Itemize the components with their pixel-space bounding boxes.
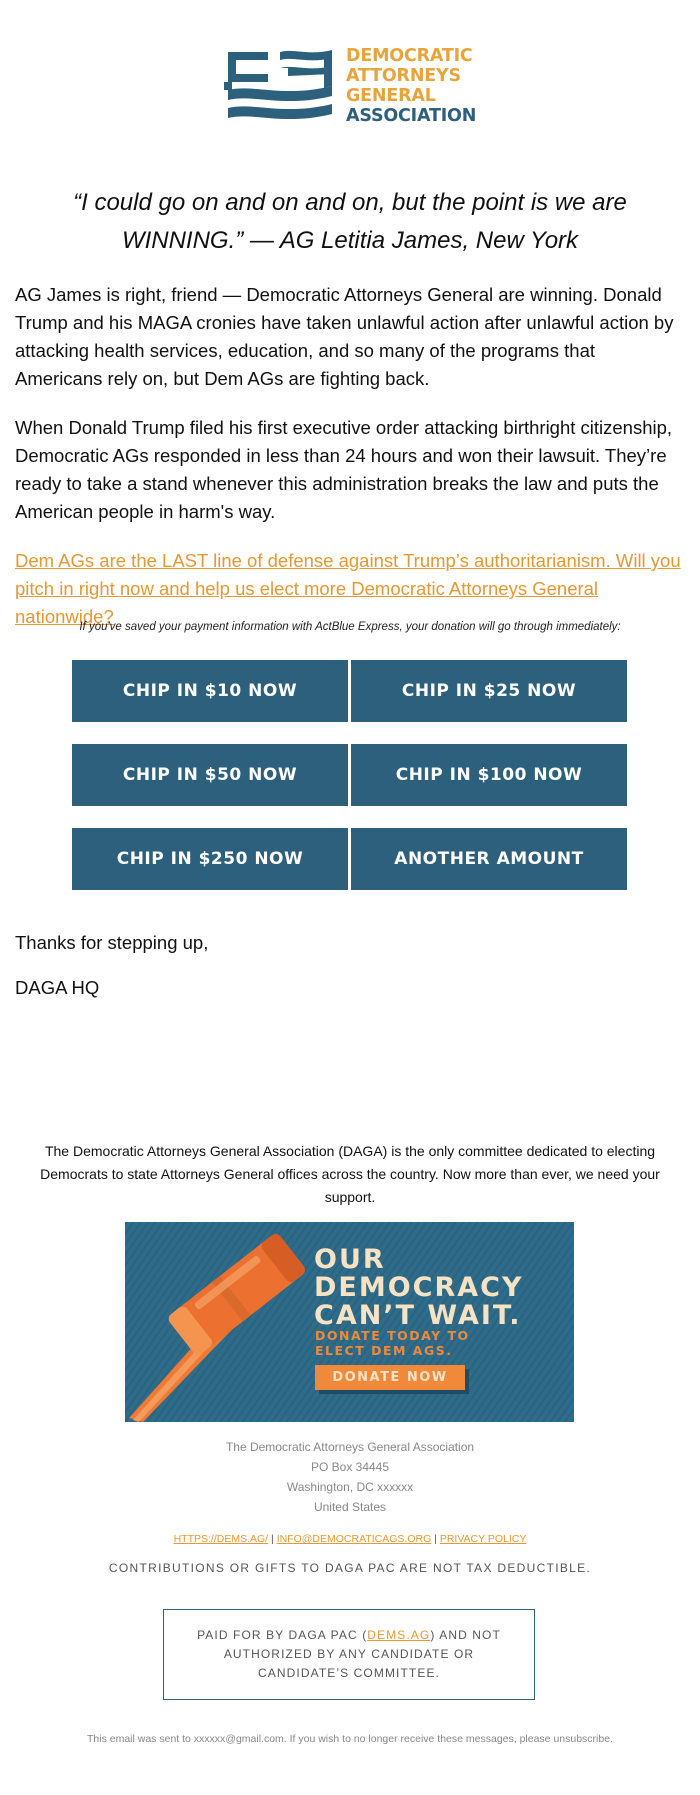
dems-ag-link[interactable]: DEMS.AG [367, 1628, 431, 1642]
address-line: United States [313, 1500, 387, 1514]
paid-for-text: ) AND NOT AUTHORIZED BY ANY CANDIDATE OR CANDIDATE’S COMMITTEE. [223, 1628, 501, 1680]
banner-subheadline [315, 1328, 470, 1358]
actblue-express-note: If you've saved your payment information with ActBlue Express, your donation will go through immediately: [79, 621, 621, 633]
chip-in-50-button[interactable]: CHIP IN $50 NOW [72, 744, 348, 806]
donate-appeal-link[interactable]: Dem AGs are the LAST line of defense against Trump’s authoritarianism. Will you pitch in right now and help us elect more Democratic Attorneys General nationwide? [15, 550, 681, 627]
logo-line: DEMOCRATIC [346, 46, 473, 66]
website-link[interactable]: HTTPS://DEMS.AG/ [173, 1533, 269, 1545]
banner-sub-line: ELECT DEM AGS. [315, 1343, 453, 1358]
logo-line: ATTORNEYS [346, 66, 461, 86]
privacy-policy-link[interactable]: PRIVACY POLICY [439, 1533, 527, 1545]
banner-sub-line: DONATE TODAY TO [315, 1328, 470, 1343]
banner-headline [314, 1246, 524, 1330]
logo-wordmark [346, 46, 476, 126]
logo-line: GENERAL [346, 86, 436, 106]
link-separator: | [271, 1533, 274, 1545]
donate-banner[interactable] [125, 1222, 574, 1422]
footer-links [0, 1533, 700, 1545]
chip-in-10-button[interactable]: CHIP IN $10 NOW [72, 660, 348, 722]
link-separator: | [434, 1533, 437, 1545]
body-paragraph: AG James is right, friend — Democratic Attorneys General are winning. Donald Trump and his MAGA cronies have taken unlawful action after unlawful action by attacking health services, education, and so many of the programs that Americans rely on, but Dem AGs are fighting back. [15, 284, 674, 389]
address-line: Washington, DC xxxxxx [286, 1480, 414, 1494]
chip-in-25-button[interactable]: CHIP IN $25 NOW [351, 660, 627, 722]
logo-line: ASSOCIATION [346, 106, 477, 126]
banner-headline-line: CAN’T WAIT. [314, 1300, 522, 1331]
banner-headline-line: DEMOCRACY [314, 1272, 524, 1303]
paid-for-disclaimer [163, 1609, 535, 1700]
chip-in-100-button[interactable]: CHIP IN $100 NOW [351, 744, 627, 806]
banner-headline-line: OUR [314, 1244, 386, 1275]
headline-quote: “I could go on and on and on, but the point is we are WINNING.” — AG Letitia James, New York [73, 189, 627, 254]
daga-flag-icon [224, 46, 336, 128]
address-line: PO Box 34445 [310, 1460, 390, 1474]
unsubscribe-note[interactable]: This email was sent to xxxxxx@gmail.com. If you wish to no longer receive these messages, please unsubscribe. [87, 1733, 613, 1745]
paid-for-text: PAID FOR BY DAGA PAC ( [197, 1628, 368, 1642]
footer-intro: The Democratic Attorneys General Association (DAGA) is the only committee dedicated to electing Democrats to state Attorneys General offices across the country. Now more than ever, we need your support. [40, 1143, 660, 1205]
email-link[interactable]: INFO@DEMOCRATICAGS.ORG [276, 1533, 432, 1545]
signoff: Thanks for stepping up, [15, 932, 209, 953]
daga-logo[interactable] [224, 46, 480, 128]
body-paragraph: When Donald Trump filed his first executive order attacking birthright citizenship, Democratic AGs responded in less than 24 hours and won their lawsuit. They’re ready to take a stand whenever this administration breaks the law and puts the American people in harm's way. [15, 417, 673, 522]
another-amount-button[interactable]: ANOTHER AMOUNT [351, 828, 627, 890]
address-line: The Democratic Attorneys General Association [225, 1440, 475, 1454]
signature: DAGA HQ [15, 977, 100, 998]
chip-in-250-button[interactable]: CHIP IN $250 NOW [72, 828, 348, 890]
tax-disclaimer: CONTRIBUTIONS OR GIFTS TO DAGA PAC ARE NOT TAX DEDUCTIBLE. [108, 1561, 592, 1575]
banner-donate-button[interactable]: DONATE NOW [315, 1365, 465, 1390]
